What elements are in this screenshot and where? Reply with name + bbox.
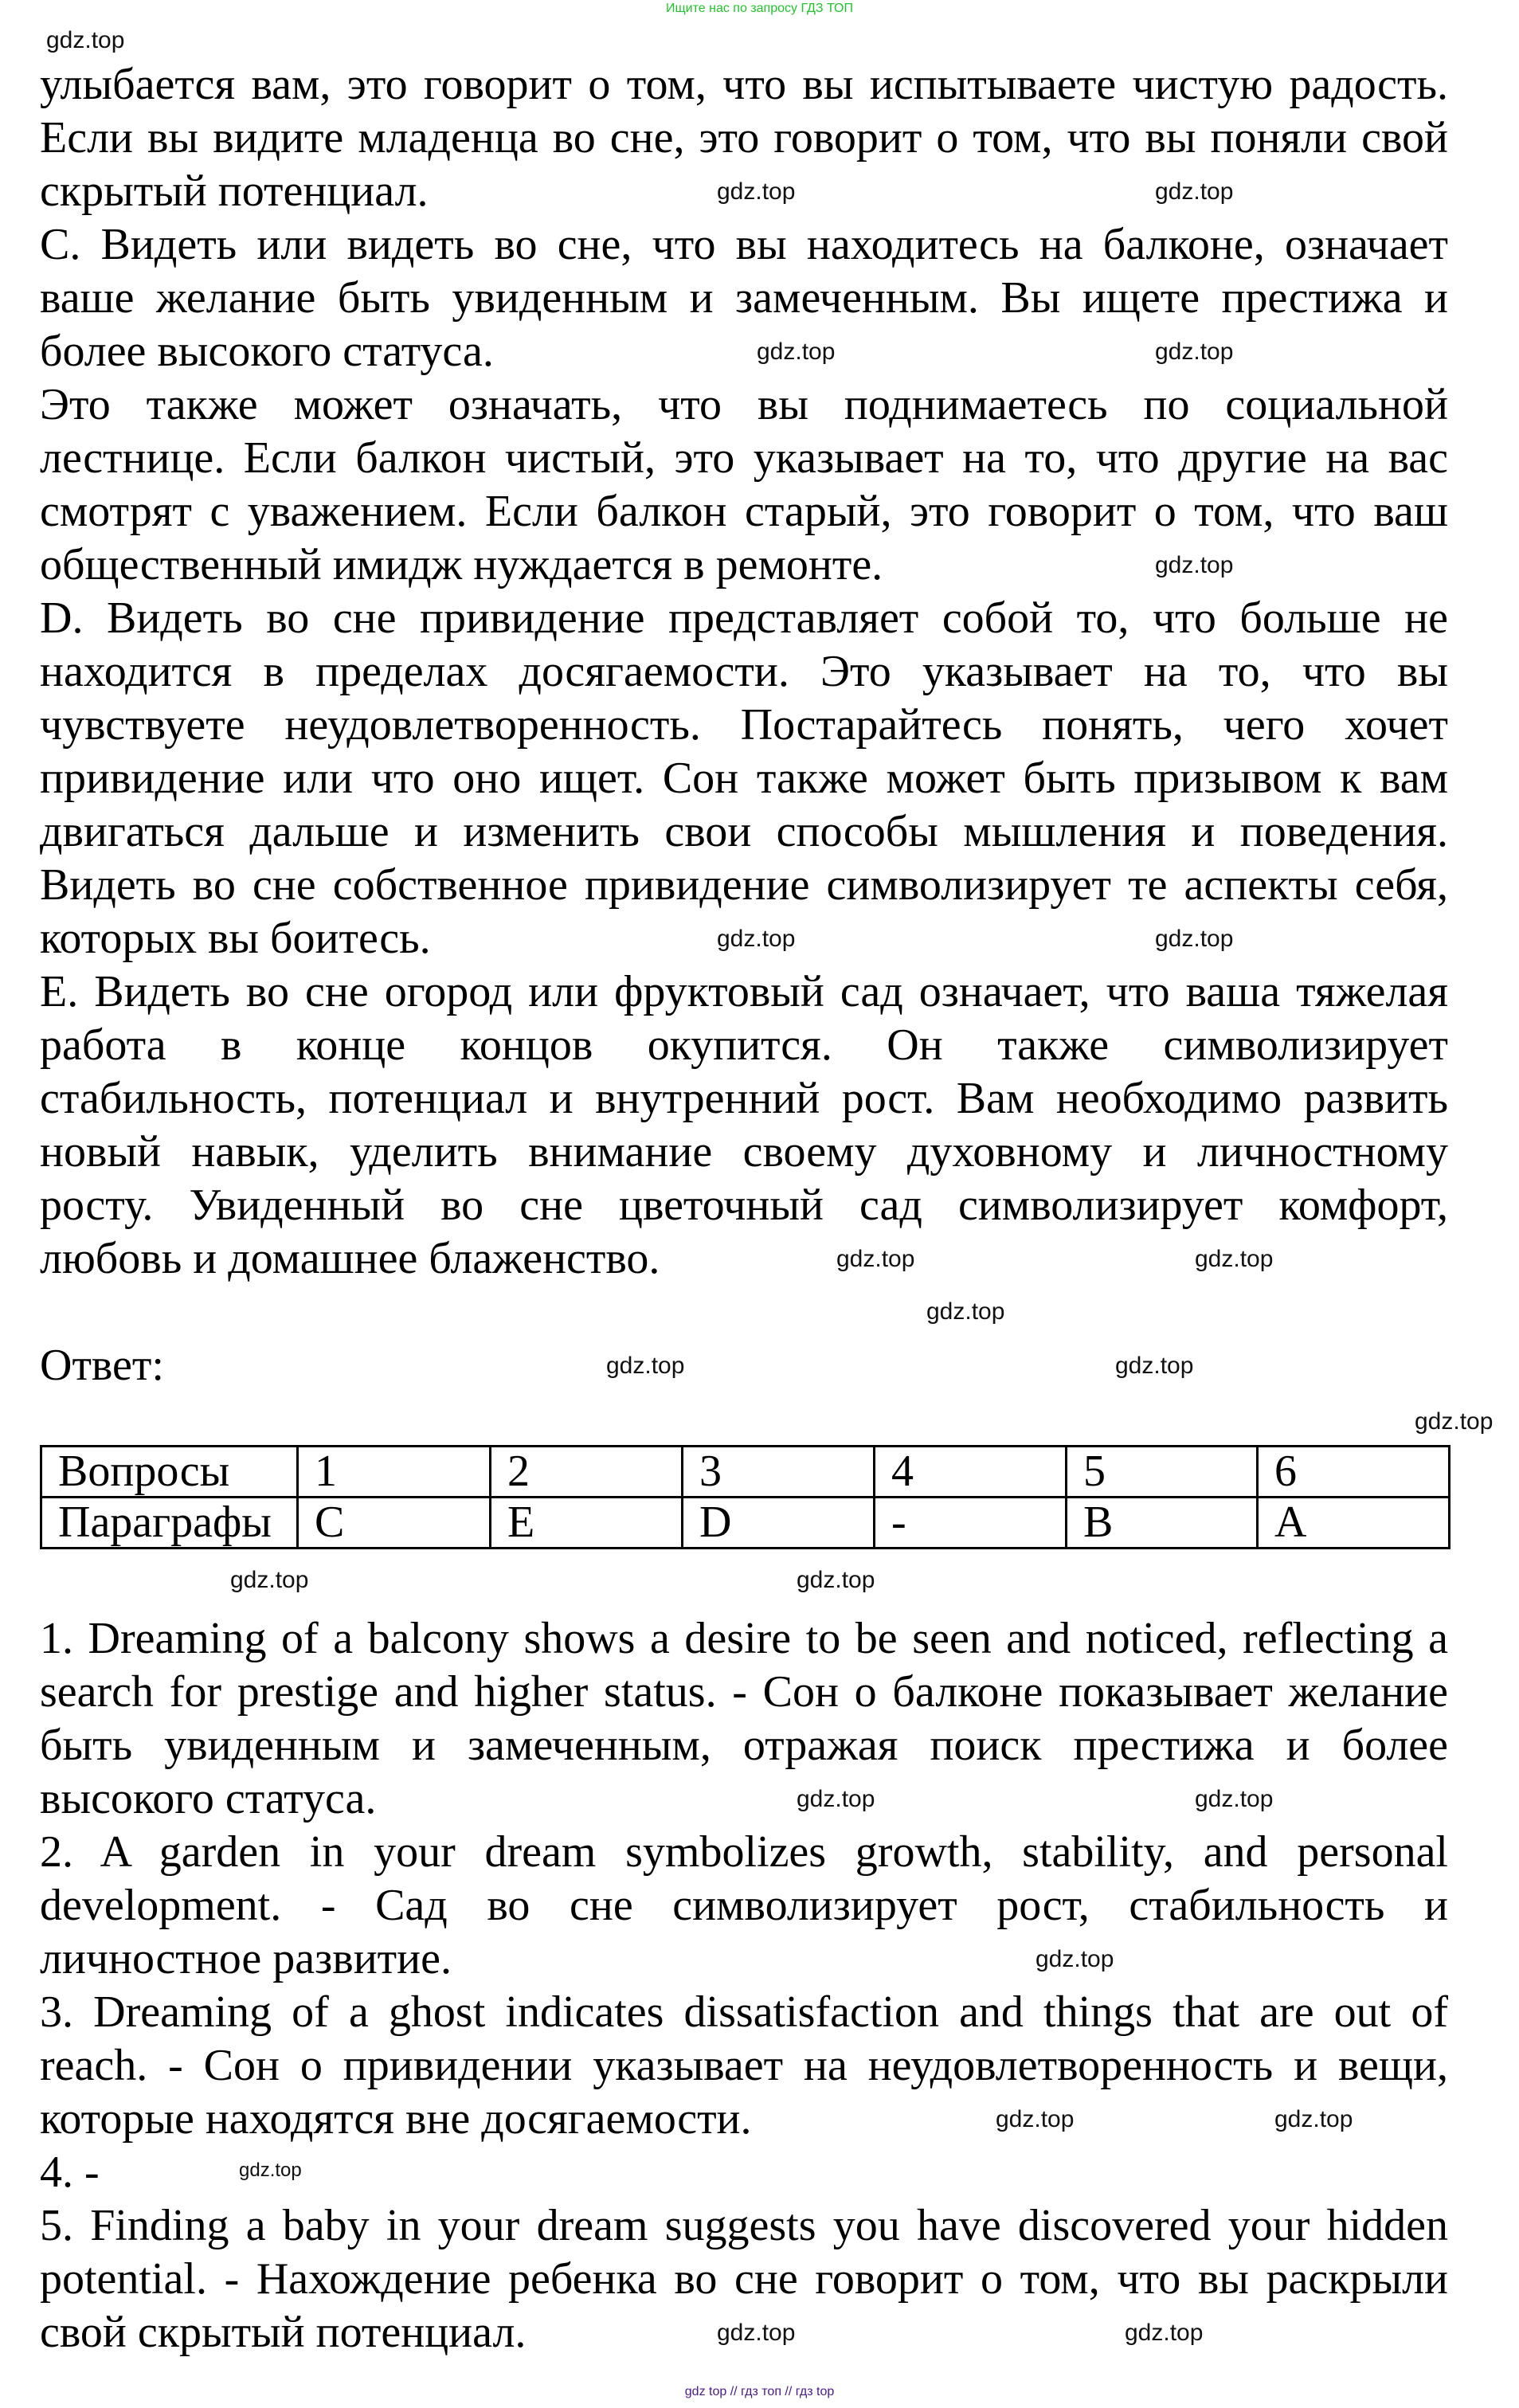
row-header-cell: Параграфы [41, 1498, 298, 1549]
watermark: gdz.top [46, 27, 125, 53]
answer-paragraph [40, 1986, 1448, 2146]
row-header-cell: Вопросы [41, 1447, 298, 1498]
text-line: быть увиденным и замеченным, отражая поиск престижа и более [40, 1721, 1448, 1770]
text-line: чувствуете неудовлетворенность. Постарайтесь понять, чего хочет [40, 700, 1448, 750]
watermark: gdz.top [836, 1246, 915, 1272]
table-cell: A [1258, 1498, 1450, 1549]
text-line: общественный имидж нуждается в ремонте. [40, 540, 883, 589]
answer-label: Ответ: [40, 1341, 164, 1390]
text-line: высокого статуса. [40, 1774, 377, 1823]
text-line: скрытый потенциал. [40, 166, 429, 216]
text-line: Видеть во сне собственное привидение символизирует те аспекты себя, [40, 860, 1448, 910]
table-cell: 5 [1067, 1447, 1258, 1498]
watermark: gdz.top [797, 1567, 875, 1593]
watermark: gdz.top [757, 339, 836, 365]
text-line: привидение или что оно ищет. Сон также может быть призывом к вам [40, 754, 1448, 803]
text-paragraph [40, 378, 1448, 592]
watermark: gdz.top [230, 1567, 309, 1593]
footer-links: gdz top // гдз топ // гдз top [684, 2385, 835, 2398]
answers-block [40, 1612, 1448, 2359]
text-line: личностное развитие. [40, 1934, 452, 1983]
table-row [41, 1447, 1450, 1498]
text-paragraph [40, 965, 1448, 1286]
text-line: ваше желание быть увиденным и замеченным. Вы ищете престижа и [40, 273, 1448, 323]
text-line: 5. Finding a baby in your dream suggests you have discovered your hidden [40, 2201, 1448, 2250]
text-line: 4. - [40, 2148, 100, 2197]
watermark: gdz.top [996, 2106, 1075, 2132]
top-banner: Ищите нас по запросу ГДЗ ТОП [666, 2, 853, 15]
text-paragraph [40, 592, 1448, 965]
watermark: gdz.top [1195, 1246, 1274, 1272]
watermark: gdz.top [239, 2159, 302, 2181]
text-line: С. Видеть или видеть во сне, что вы находитесь на балконе, означает [40, 220, 1448, 269]
text-line: search for prestige and higher status. - Сон о балконе показывает желание [40, 1667, 1448, 1717]
table-cell: 1 [298, 1447, 491, 1498]
text-line: двигаться дальше и изменить свои способы мышления и поведения. [40, 807, 1448, 856]
text-line: reach. - Сон о привидении указывает на неудовлетворенность и вещи, [40, 2041, 1448, 2090]
text-line: Это также может означать, что вы поднимаетесь по социальной [40, 380, 1448, 429]
watermark: gdz.top [606, 1353, 685, 1379]
watermark: gdz.top [1036, 1946, 1114, 1972]
watermark: gdz.top [717, 926, 796, 952]
table-cell: 6 [1258, 1447, 1450, 1498]
table-cell: B [1067, 1498, 1258, 1549]
text-line: 2. A garden in your dream symbolizes growth, stability, and personal [40, 1827, 1448, 1877]
watermark: gdz.top [1155, 339, 1234, 365]
watermark: gdz.top [1125, 2320, 1204, 2346]
text-line: Если вы видите младенца во сне, это говорит о том, что вы поняли свой [40, 113, 1448, 162]
text-line: которых вы боитесь. [40, 914, 431, 963]
text-line: E. Видеть во сне огород или фруктовый сад означает, что ваша тяжелая [40, 967, 1448, 1016]
text-line: работа в конце концов окупится. Он также символизирует [40, 1020, 1448, 1070]
watermark: gdz.top [1155, 552, 1234, 578]
table-cell: - [875, 1498, 1067, 1549]
text-line: росту. Увиденный во сне цветочный сад символизирует комфорт, [40, 1181, 1448, 1230]
table-cell: D [683, 1498, 875, 1549]
text-line: которые находятся вне досягаемости. [40, 2094, 752, 2144]
text-line: смотрят с уважением. Если балкон старый, это говорит о том, что ваш [40, 487, 1448, 536]
watermark: gdz.top [1115, 1353, 1194, 1379]
text-line: development. - Сад во сне символизирует рост, стабильность и [40, 1881, 1448, 1930]
watermark: gdz.top [1195, 1786, 1274, 1812]
table-cell: 4 [875, 1447, 1067, 1498]
watermark: gdz.top [1155, 926, 1234, 952]
text-line: свой скрытый потенциал. [40, 2308, 527, 2357]
text-paragraph [40, 218, 1448, 378]
text-line: более высокого статуса. [40, 327, 494, 376]
table-cell: 2 [491, 1447, 683, 1498]
answer-table [40, 1445, 1450, 1549]
table-cell: 3 [683, 1447, 875, 1498]
watermark: gdz.top [1155, 178, 1234, 205]
text-line: potential. - Нахождение ребенка во сне говорит о том, что вы раскрыли [40, 2254, 1448, 2304]
text-line: новый навык, уделить внимание своему духовному и личностному [40, 1127, 1448, 1177]
table-cell: C [298, 1498, 491, 1549]
text-line: находится в пределах досягаемости. Это указывает на то, что вы [40, 647, 1448, 696]
answer-paragraph [40, 1826, 1448, 1986]
text-line: лестнице. Если балкон чистый, это указывает на то, что другие на вас [40, 433, 1448, 483]
text-line: улыбается вам, это говорит о том, что вы испытываете чистую радость. [40, 60, 1448, 109]
watermark: gdz.top [717, 178, 796, 205]
table-row [41, 1498, 1450, 1549]
watermark: gdz.top [1274, 2106, 1353, 2132]
text-line: D. Видеть во сне привидение представляет собой то, что больше не [40, 593, 1448, 643]
text-block [40, 58, 1448, 1286]
table-cell: E [491, 1498, 683, 1549]
watermark: gdz.top [1415, 1408, 1494, 1435]
watermark: gdz.top [717, 2320, 796, 2346]
text-line: стабильность, потенциал и внутренний рост. Вам необходимо развить [40, 1074, 1448, 1123]
text-line: 3. Dreaming of a ghost indicates dissatisfaction and things that are out of [40, 1987, 1448, 2037]
text-line: 1. Dreaming of a balcony shows a desire to be seen and noticed, reflecting a [40, 1614, 1448, 1663]
watermark: gdz.top [926, 1298, 1005, 1325]
watermark: gdz.top [797, 1786, 875, 1812]
text-line: любовь и домашнее блаженство. [40, 1234, 660, 1283]
